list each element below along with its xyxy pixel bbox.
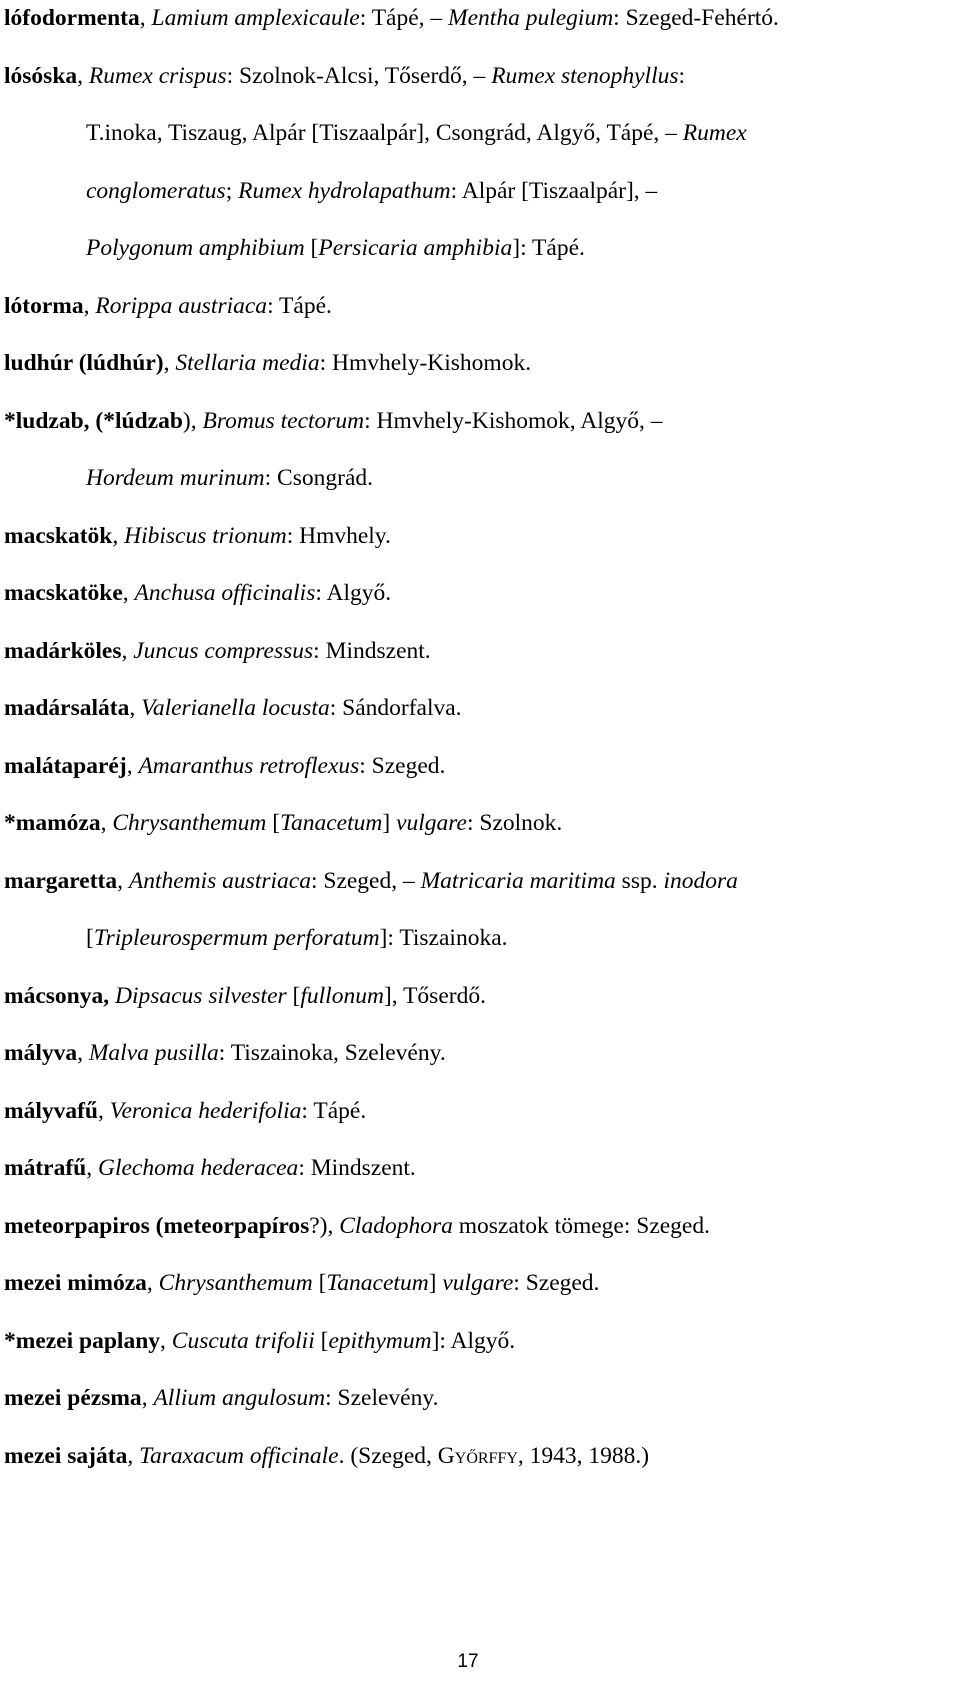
scientific-name: Amaranthus retroflexus [138,752,360,779]
scientific-name: inodora [663,867,738,894]
scientific-name: Allium angulosum [153,1385,326,1411]
entry-line [4,345,960,381]
entry-continuation-line [86,920,960,956]
entry-text: ]: Tápé. [512,235,585,261]
entry-text: : Mindszent. [313,637,431,664]
entry-text: : Hmvhely. [286,522,391,549]
entry-text: T.inoka, Tiszaug, Alpár [Tiszaalpár], Csongrád, Algyő, Tápé, – [86,120,683,146]
entry-text: : Szelevény. [325,1385,439,1411]
entry-term: , ( [83,407,104,434]
scientific-name: Tanacetum [326,1270,429,1296]
scientific-name: Cladophora [339,1212,453,1239]
entry-continuation-line [86,115,960,151]
entry-term: meteorpapiros [4,1212,150,1239]
entry-term: *ludzab [4,407,84,434]
entry-line [4,575,960,611]
entry-term: ( [149,1212,164,1239]
entry-term: madárköles [4,637,122,664]
entry-term: margaretta [4,867,118,894]
entry-text: : Tápé, – [359,5,449,31]
entry-text: . (Szeged, [338,1442,438,1469]
entry-line [4,863,960,899]
scientific-name: Anthemis austriaca [128,867,311,894]
scientific-name: Malva pusilla [88,1040,219,1066]
entry-text: [ [304,235,319,261]
entry-text: : Algyő. [315,580,392,606]
entry-term: mezei mimóza [4,1270,147,1296]
entry-text: ; [225,177,239,204]
entry-text: , [129,695,142,721]
entry-text: [ [86,925,94,951]
entry-line [4,1323,960,1359]
entry-term: lósóska [4,62,78,89]
scientific-name: Rorippa austriaca [95,292,268,319]
scientific-name: Bromus tectorum [202,407,365,434]
entry-line [4,1380,960,1416]
entry-line [4,403,960,439]
entry-text: , [160,1327,172,1354]
entry-term: macskatök [4,522,113,549]
entry-text: ), [182,407,203,434]
entry-term: mályva [4,1040,78,1066]
entry-line [4,1035,960,1071]
page-number: 17 [457,1651,479,1672]
scientific-name: Mentha pulegium [448,5,614,31]
scientific-name: Glechoma hederacea [97,1155,299,1181]
entry-term: *lúdzab [103,407,183,434]
entry-text: : Sándorfalva. [329,695,462,721]
scientific-name: Rumex crispus [88,62,227,89]
entry-text: , [117,867,129,894]
entry-text: : Szeged. [513,1270,600,1296]
entry-text: ?), [309,1212,340,1239]
entry-line [4,1265,960,1301]
author-name: Győrffy [437,1442,518,1469]
entry-term: mezei pézsma [4,1385,142,1411]
entry-text: ]: Algyő. [431,1327,516,1354]
entry-continuation-line [86,173,960,209]
entry-term: mályvafű [4,1097,98,1124]
entry-text: , [77,1040,89,1066]
entry-text: , [98,1097,110,1124]
scientific-name: epithymum [328,1327,432,1354]
entry-text: , [112,522,125,549]
scientific-name: Taraxacum officinale [139,1442,339,1469]
entry-text: [ [266,810,281,836]
entry-text: : Tápé. [267,292,332,319]
entry-term: macskatöke [4,580,123,606]
scientific-name: Matricaria maritima [420,867,616,894]
entry-text: ] [382,810,397,836]
entry-text: ssp. [615,867,664,894]
entry-term: malátaparéj [4,752,127,779]
entry-text: moszatok tömege: Szeged. [452,1212,710,1239]
scientific-name: conglomeratus [86,177,226,204]
scientific-name: Dipsacus silvester [114,982,287,1009]
entry-text: : [678,62,686,89]
entry-text: : Csongrád. [264,465,373,491]
entry-line [4,633,960,669]
scientific-name: vulgare [442,1270,514,1296]
entry-text: : Szeged. [359,752,446,779]
entry-line [4,805,960,841]
scientific-name: Rumex stenophyllus [491,62,679,89]
entry-text: : Szolnok-Alcsi, Tőserdő, – [226,62,492,89]
entry-text: : Hmvhely-Kishomok, Algyő, – [364,407,663,434]
entry-line [4,0,960,36]
entry-line [4,690,960,726]
entry-line [4,748,960,784]
entry-text: [ [314,1327,329,1354]
entry-text: [ [286,982,301,1009]
entry-text: , [139,5,152,31]
entry-text: : Szeged-Fehértó. [613,5,779,31]
entry-line [4,1208,960,1244]
entry-text: , [100,810,113,836]
scientific-name: vulgare [396,810,467,836]
entry-term: mátrafű [4,1155,87,1181]
entry-text: [ [312,1270,327,1296]
entry-text: ] [428,1270,443,1296]
entry-term: lótorma [4,292,84,319]
entry-term: lófodormenta [4,5,140,31]
scientific-name: Polygonum amphibium [86,235,305,261]
scientific-name: Tanacetum [280,810,383,836]
entry-text: , 1943, 1988.) [517,1442,650,1469]
entry-text: , [141,1385,154,1411]
entry-text: : Szolnok. [467,810,563,836]
entry-line [4,1438,960,1474]
entry-text: : Hmvhely-Kishomok. [319,350,532,376]
scientific-name: Rumex hydrolapathum [238,177,451,204]
scientific-name: Cuscuta trifolii [171,1327,315,1354]
entry-line [4,978,960,1014]
entry-continuation-line [86,460,960,496]
entry-line [4,518,960,554]
entry-continuation-line [86,230,960,266]
entry-text: , [127,1442,140,1469]
entry-term: *mamóza [4,810,101,836]
entry-text: : Mindszent. [298,1155,416,1181]
entry-text: : Tápé. [301,1097,367,1124]
scientific-name: Juncus compressus [133,637,314,664]
scientific-name: Tripleurospermum perforatum [93,925,380,951]
scientific-name: Hibiscus trionum [124,522,287,549]
scientific-name: Anchusa officinalis [134,580,316,606]
scientific-name: Chrysanthemum [112,810,267,836]
entry-text: ]: Tiszainoka. [379,925,508,951]
scientific-name: fullonum [300,982,384,1009]
entry-line [4,1093,960,1129]
entry-text: : Alpár [Tiszaalpár], – [450,177,658,204]
entry-text: , [122,580,135,606]
entry-text: , [121,637,134,664]
entry-term: ludhúr (lúdhúr) [4,350,164,376]
entry-text: : Szeged, – [310,867,421,894]
entry-line [4,58,960,94]
entry-text: , [86,1155,98,1181]
entry-term: meteorpapíros [163,1212,310,1239]
entry-term: madársaláta [4,695,130,721]
scientific-name: Rumex [682,120,747,146]
scientific-name: Stellaria media [175,350,320,376]
entry-text: , [163,350,176,376]
entry-line [4,288,960,324]
entry-text: , [146,1270,159,1296]
scientific-name: Persicaria amphibia [318,235,513,261]
entry-term: mezei sajáta [4,1442,128,1469]
entry-text: ], Tőserdő. [383,982,486,1009]
entry-text: , [83,292,96,319]
entry-term: mácsonya, [4,982,110,1009]
entry-text: , [77,62,89,89]
entry-text: : Tiszainoka, Szelevény. [218,1040,446,1066]
entry-term: *mezei paplany [4,1327,161,1354]
scientific-name: Lamium amplexicaule [151,5,360,31]
scientific-name: Veronica hederifolia [109,1097,302,1124]
scientific-name: Hordeum murinum [86,465,265,491]
entry-line [4,1150,960,1186]
scientific-name: Chrysanthemum [158,1270,313,1296]
scientific-name: Valerianella locusta [141,695,330,721]
entry-text: , [126,752,139,779]
